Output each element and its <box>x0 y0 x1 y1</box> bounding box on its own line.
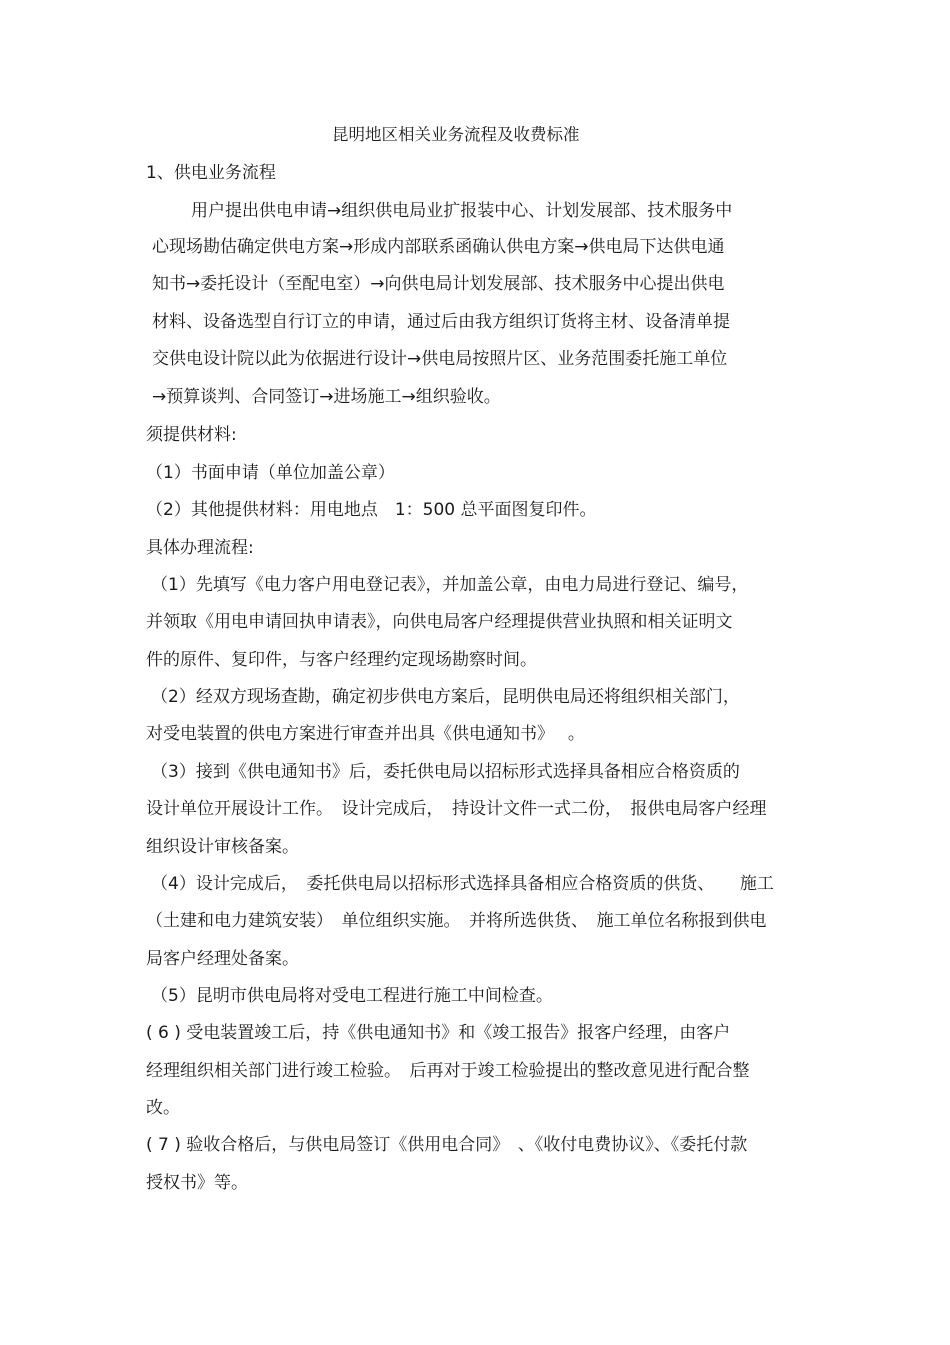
process-heading: 具体办理流程: <box>146 538 254 558</box>
page-title: 昆明地区相关业务流程及收费标准 <box>332 125 580 144</box>
step-line: ( 6 ) 受电装置竣工后，持《供电通知书》和《竣工报告》报客户经理，由客户 <box>146 1023 731 1043</box>
step-line: 局客户经理处备案。 <box>146 949 299 969</box>
step-line: 授权书》等。 <box>146 1173 248 1193</box>
step-line: ( 7 ) 验收合格后，与供电局签订《供用电合同》 、《收付电费协议》、《委托付款 <box>146 1135 748 1155</box>
step-line: （1）先填写《电力客户用电登记表》，并加盖公章，由电力局进行登记、编号， <box>151 575 749 595</box>
step-line: 经理组织相关部门进行竣工检验。 后再对于竣工检验提出的整改意见进行配合整 <box>146 1061 750 1081</box>
flow-line: 心现场勘估确定供电方案→形成内部联系函确认供电方案→供电局下达供电通 <box>152 237 725 257</box>
step-line: 件的原件、复印件，与客户经理约定现场勘察时间。 <box>146 650 537 670</box>
step-line: （5）昆明市供电局将对受电工程进行施工中间检查。 <box>151 986 553 1006</box>
materials-item: （1）书面申请（单位加盖公章） <box>146 463 395 483</box>
materials-heading: 须提供材料: <box>146 425 237 445</box>
step-line: 对受电装置的供电方案进行审查并出具《供电通知书》 。 <box>146 724 585 744</box>
flow-line: 交供电设计院以此为依据进行设计→供电局按照片区、业务范围委托施工单位 <box>152 349 728 369</box>
step-line: （土建和电力建筑安装） 单位组织实施。 并将所选供货、 施工单位名称报到供电 <box>146 911 767 931</box>
step-line: （4）设计完成后， 委托供电局以招标形式选择具备相应合格资质的供货、 施工 <box>151 874 774 894</box>
step-line: 设计单位开展设计工作。 设计完成后， 持设计文件一式二份， 报供电局客户经理 <box>146 799 767 819</box>
step-line: 改。 <box>146 1098 180 1118</box>
flow-line: 知书→委托设计（至配电室）→向供电局计划发展部、技术服务中心提出供电 <box>152 274 725 294</box>
materials-item: （2）其他提供材料：用电地点 1：500 总平面图复印件。 <box>146 500 597 520</box>
flow-line: 材料、设备选型自行订立的申请，通过后由我方组织订货将主材、设备清单提 <box>152 312 730 332</box>
section-heading: 1、供电业务流程 <box>146 163 276 183</box>
flow-line: 用户提出供电申请→组织供电局业扩报装中心、计划发展部、技术服务中 <box>191 201 733 221</box>
step-line: （3）接到《供电通知书》后，委托供电局以招标形式选择具备相应合格资质的 <box>151 762 740 782</box>
flow-line: →预算谈判、合同签订→进场施工→组织验收。 <box>152 387 501 407</box>
step-line: 组织设计审核备案。 <box>146 837 299 857</box>
step-line: （2）经双方现场查勘，确定初步供电方案后，昆明供电局还将组织相关部门， <box>151 687 740 707</box>
step-line: 并领取《用电申请回执申请表》，向供电局客户经理提供营业执照和相关证明文 <box>146 612 733 632</box>
